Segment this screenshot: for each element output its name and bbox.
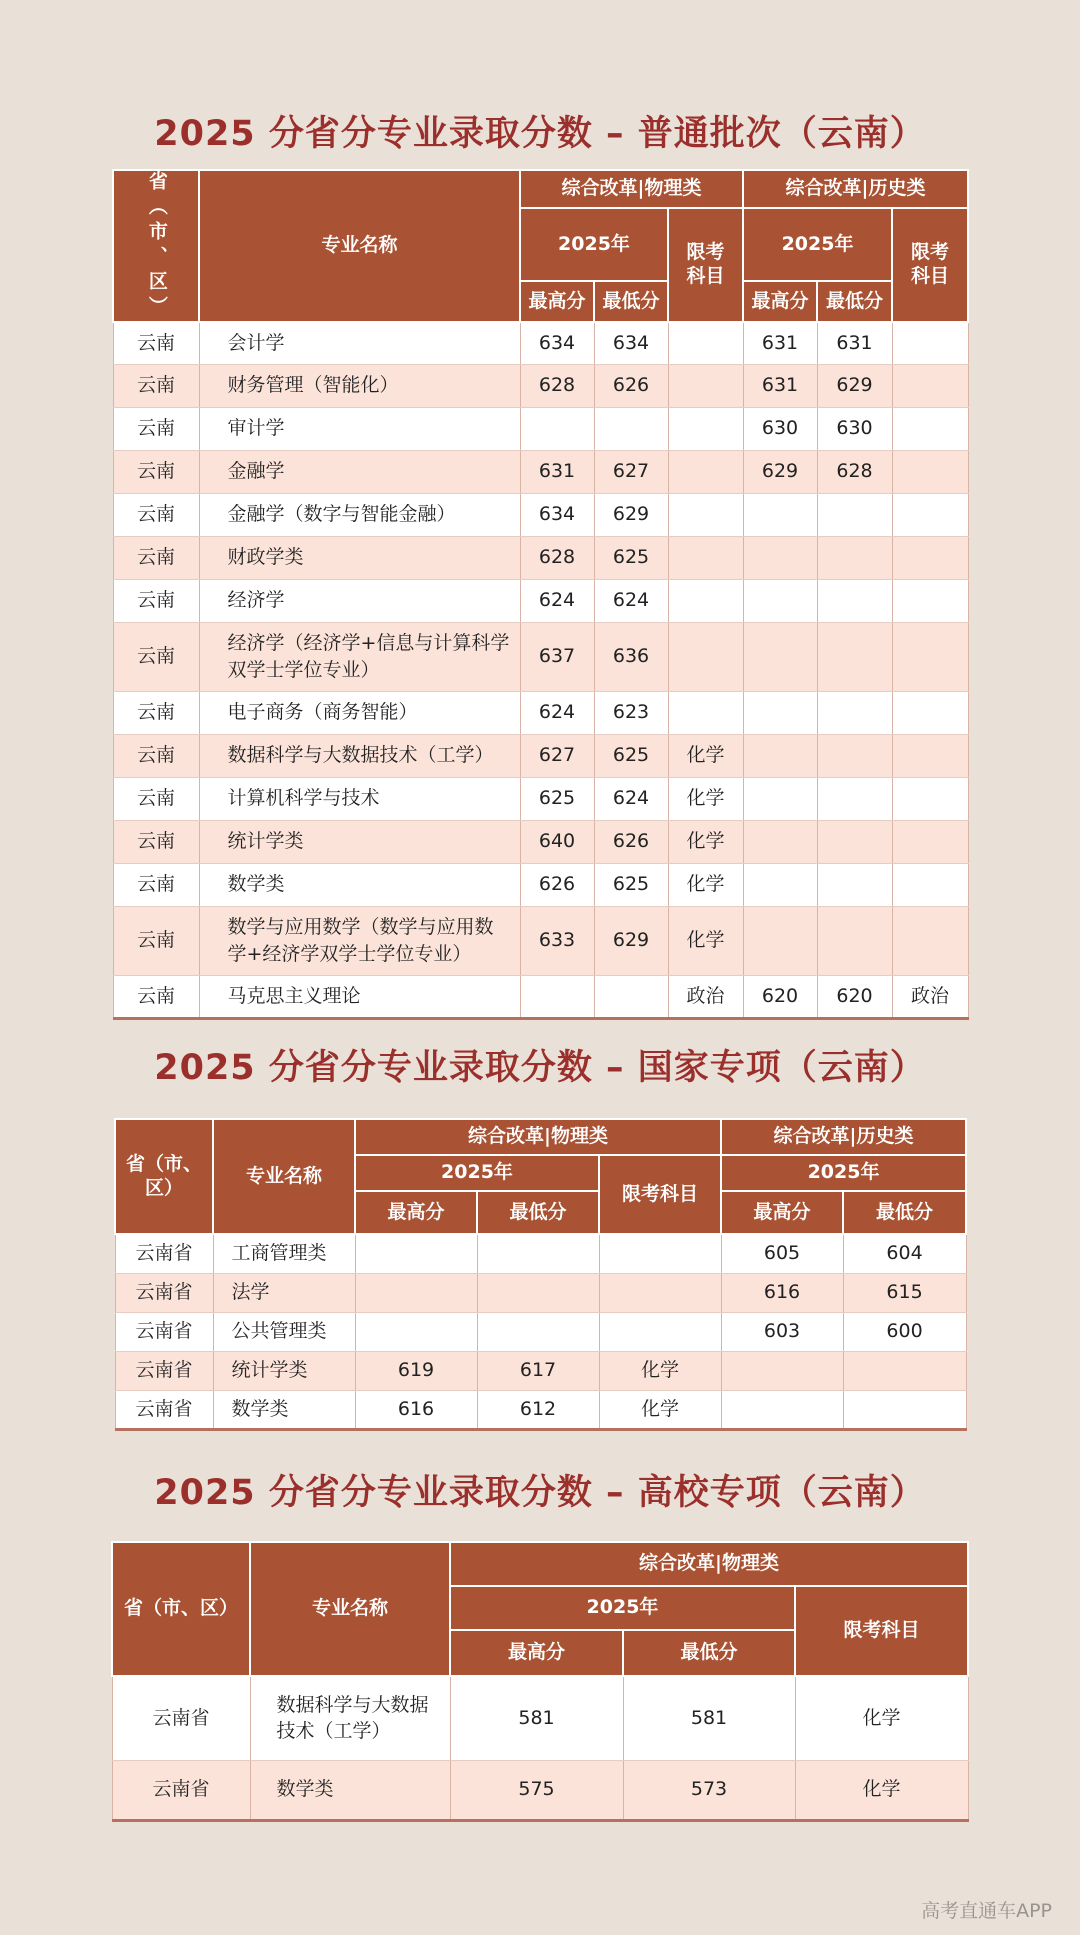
cell-psub: 化学: [599, 1351, 721, 1390]
cell-major: 数学类: [250, 1760, 450, 1820]
title-national-special: 2025 分省分专业录取分数 – 国家专项（云南）: [154, 1048, 926, 1088]
table-row: [115, 1351, 966, 1390]
cell-pmax: 637: [520, 622, 594, 691]
cell-pmax: 628: [520, 536, 594, 579]
cell-pmin: 624: [594, 777, 668, 820]
header-max-history: 最高分: [721, 1191, 843, 1234]
table-row: [115, 1312, 966, 1351]
cell-hmin: 604: [843, 1234, 966, 1273]
cell-major: 数学与应用数学（数学与应用数学+经济学双学士学位专业）: [199, 906, 520, 975]
cell-prov: 云南省: [112, 1760, 250, 1820]
cell-major: 法学: [213, 1273, 355, 1312]
cell-hmax: 629: [743, 450, 817, 493]
cell-hmin: [843, 1351, 966, 1390]
cell-psub: [668, 450, 743, 493]
cell-hmin: 630: [817, 407, 892, 450]
cell-prov: 云南省: [115, 1273, 213, 1312]
header-subject-physics: 限考科目: [668, 208, 743, 322]
cell-hsub: [892, 622, 968, 691]
cell-psub: 化学: [668, 734, 743, 777]
table-row: [113, 863, 968, 906]
cell-major: 统计学类: [199, 820, 520, 863]
header-max-history: 最高分: [743, 281, 817, 322]
cell-hsub: [892, 322, 968, 364]
cell-psub: 化学: [668, 863, 743, 906]
cell-hsub: [892, 364, 968, 407]
cell-prov: 云南省: [112, 1676, 250, 1760]
cell-pmin: 617: [477, 1351, 599, 1390]
cell-prov: 云南: [113, 493, 199, 536]
header-subject-physics: 限考科目: [795, 1586, 968, 1676]
table-national-special: [114, 1118, 967, 1431]
cell-pmin: 581: [623, 1676, 795, 1760]
cell-hmax: [743, 906, 817, 975]
cell-major: 马克思主义理论: [199, 975, 520, 1018]
cell-major: 金融学: [199, 450, 520, 493]
title-university-special: 2025 分省分专业录取分数 – 高校专项（云南）: [154, 1473, 926, 1513]
cell-hmax: [721, 1351, 843, 1390]
cell-major: 数学类: [199, 863, 520, 906]
header-subject-physics: 限考科目: [599, 1155, 721, 1234]
cell-prov: 云南: [113, 906, 199, 975]
table-row: [112, 1676, 968, 1760]
cell-psub: [668, 579, 743, 622]
cell-hmin: [843, 1390, 966, 1429]
header-major: 专业名称: [199, 170, 520, 322]
cell-pmax: 628: [520, 364, 594, 407]
cell-hmax: [743, 622, 817, 691]
cell-hmin: 629: [817, 364, 892, 407]
cell-prov: 云南: [113, 622, 199, 691]
cell-major: 数据科学与大数据技术（工学）: [199, 734, 520, 777]
cell-pmin: 623: [594, 691, 668, 734]
watermark: 高考直通车APP: [921, 1900, 1052, 1922]
cell-prov: 云南: [113, 777, 199, 820]
cell-psub: 化学: [599, 1390, 721, 1429]
cell-major: 统计学类: [213, 1351, 355, 1390]
cell-major: 公共管理类: [213, 1312, 355, 1351]
cell-psub: [668, 536, 743, 579]
cell-pmax: 633: [520, 906, 594, 975]
cell-psub: [599, 1273, 721, 1312]
header-year-history: 2025年: [743, 208, 892, 281]
table-row: [115, 1234, 966, 1273]
table-row: [113, 322, 968, 364]
cell-prov: 云南省: [115, 1390, 213, 1429]
cell-hsub: [892, 407, 968, 450]
cell-hmin: [817, 906, 892, 975]
cell-pmin: 612: [477, 1390, 599, 1429]
cell-hmin: [817, 622, 892, 691]
cell-pmax: 619: [355, 1351, 477, 1390]
cell-major: 工商管理类: [213, 1234, 355, 1273]
cell-hsub: [892, 579, 968, 622]
cell-prov: 云南省: [115, 1351, 213, 1390]
cell-major: 计算机科学与技术: [199, 777, 520, 820]
cell-pmax: 616: [355, 1390, 477, 1429]
header-year-history: 2025年: [721, 1155, 966, 1191]
header-min-physics: 最低分: [477, 1191, 599, 1234]
cell-psub: [668, 691, 743, 734]
cell-prov: 云南: [113, 820, 199, 863]
table-row: [113, 734, 968, 777]
cell-hmax: 616: [721, 1273, 843, 1312]
cell-pmin: [477, 1312, 599, 1351]
cell-psub: 化学: [668, 820, 743, 863]
cell-prov: 云南: [113, 579, 199, 622]
table-row: [113, 536, 968, 579]
cell-pmax: 634: [520, 322, 594, 364]
cell-hmax: [743, 579, 817, 622]
cell-pmin: 636: [594, 622, 668, 691]
header-physics-track: 综合改革|物理类: [450, 1542, 968, 1586]
cell-pmin: 626: [594, 364, 668, 407]
cell-prov: 云南: [113, 863, 199, 906]
header-major: 专业名称: [213, 1119, 355, 1234]
cell-major: 数据科学与大数据技术（工学）: [250, 1676, 450, 1760]
header-province: 省（市、区）: [112, 1542, 250, 1676]
header-physics-track: 综合改革|物理类: [520, 170, 743, 208]
cell-prov: 云南省: [115, 1312, 213, 1351]
cell-hmax: [743, 863, 817, 906]
cell-psub: [668, 407, 743, 450]
cell-pmin: 625: [594, 863, 668, 906]
cell-hmin: [817, 493, 892, 536]
table-row: [113, 691, 968, 734]
cell-major: 财务管理（智能化）: [199, 364, 520, 407]
cell-hsub: [892, 734, 968, 777]
cell-pmax: 624: [520, 579, 594, 622]
cell-hmin: 615: [843, 1273, 966, 1312]
cell-psub: 化学: [795, 1760, 968, 1820]
cell-psub: [599, 1312, 721, 1351]
cell-pmax: 626: [520, 863, 594, 906]
cell-pmin: 625: [594, 734, 668, 777]
cell-hmin: [817, 820, 892, 863]
cell-major: 审计学: [199, 407, 520, 450]
table-row: [115, 1390, 966, 1429]
cell-hmax: [743, 777, 817, 820]
cell-pmin: 625: [594, 536, 668, 579]
cell-pmin: [594, 407, 668, 450]
cell-pmin: 626: [594, 820, 668, 863]
cell-pmax: [520, 407, 594, 450]
header-physics-track: 综合改革|物理类: [355, 1119, 721, 1155]
cell-pmax: 627: [520, 734, 594, 777]
table-row: [113, 622, 968, 691]
cell-hsub: [892, 777, 968, 820]
cell-hmax: [743, 493, 817, 536]
cell-hmin: [817, 863, 892, 906]
cell-psub: 化学: [668, 777, 743, 820]
cell-psub: [668, 622, 743, 691]
cell-pmax: 624: [520, 691, 594, 734]
cell-psub: [668, 364, 743, 407]
cell-pmin: 634: [594, 322, 668, 364]
header-max-physics: 最高分: [355, 1191, 477, 1234]
cell-pmax: 640: [520, 820, 594, 863]
cell-hmax: [743, 536, 817, 579]
header-min-physics: 最低分: [594, 281, 668, 322]
cell-hmin: [817, 777, 892, 820]
cell-psub: 化学: [795, 1676, 968, 1760]
header-year-physics: 2025年: [355, 1155, 599, 1191]
cell-hsub: [892, 820, 968, 863]
table-row: [113, 777, 968, 820]
cell-pmax: [355, 1234, 477, 1273]
cell-major: 会计学: [199, 322, 520, 364]
cell-hmax: 630: [743, 407, 817, 450]
header-max-physics: 最高分: [450, 1630, 623, 1676]
header-year-physics: 2025年: [520, 208, 668, 281]
cell-hmin: 620: [817, 975, 892, 1018]
cell-prov: 云南: [113, 407, 199, 450]
table-university-special: [111, 1541, 969, 1822]
cell-prov: 云南: [113, 734, 199, 777]
cell-hmin: [817, 536, 892, 579]
cell-prov: 云南: [113, 322, 199, 364]
cell-hmax: [743, 691, 817, 734]
cell-hmin: [817, 579, 892, 622]
table-row: [113, 820, 968, 863]
cell-hsub: [892, 536, 968, 579]
cell-pmax: 581: [450, 1676, 623, 1760]
cell-pmin: [594, 975, 668, 1018]
cell-hsub: 政治: [892, 975, 968, 1018]
cell-pmin: 624: [594, 579, 668, 622]
table-row: [113, 450, 968, 493]
header-min-physics: 最低分: [623, 1630, 795, 1676]
table-row: [112, 1760, 968, 1820]
cell-hmin: 628: [817, 450, 892, 493]
cell-hmax: 631: [743, 322, 817, 364]
cell-psub: [599, 1234, 721, 1273]
cell-major: 数学类: [213, 1390, 355, 1429]
header-min-history: 最低分: [817, 281, 892, 322]
cell-prov: 云南: [113, 536, 199, 579]
cell-pmin: 629: [594, 906, 668, 975]
cell-pmin: 573: [623, 1760, 795, 1820]
header-major: 专业名称: [250, 1542, 450, 1676]
cell-pmax: 575: [450, 1760, 623, 1820]
cell-pmin: [477, 1273, 599, 1312]
table-row: [115, 1273, 966, 1312]
cell-prov: 云南: [113, 450, 199, 493]
title-general-batch: 2025 分省分专业录取分数 – 普通批次（云南）: [154, 114, 926, 154]
cell-major: 金融学（数字与智能金融）: [199, 493, 520, 536]
cell-pmax: 631: [520, 450, 594, 493]
table-row: [113, 407, 968, 450]
cell-hmin: 631: [817, 322, 892, 364]
header-subject-history: 限考科目: [892, 208, 968, 322]
cell-psub: [668, 493, 743, 536]
table-row: [113, 975, 968, 1018]
table-general-batch: [112, 169, 969, 1020]
cell-pmin: 629: [594, 493, 668, 536]
cell-hsub: [892, 691, 968, 734]
cell-hmax: 620: [743, 975, 817, 1018]
header-max-physics: 最高分: [520, 281, 594, 322]
cell-prov: 云南: [113, 975, 199, 1018]
cell-pmax: 634: [520, 493, 594, 536]
header-history-track: 综合改革|历史类: [721, 1119, 966, 1155]
cell-psub: 化学: [668, 906, 743, 975]
cell-hmax: [743, 820, 817, 863]
cell-hsub: [892, 493, 968, 536]
table-row: [113, 493, 968, 536]
cell-major: 经济学（经济学+信息与计算科学双学士学位专业）: [199, 622, 520, 691]
cell-hmax: 631: [743, 364, 817, 407]
cell-major: 经济学: [199, 579, 520, 622]
cell-prov: 云南: [113, 691, 199, 734]
cell-pmax: [355, 1312, 477, 1351]
cell-hmax: [743, 734, 817, 777]
cell-hmax: 603: [721, 1312, 843, 1351]
cell-hmax: [721, 1390, 843, 1429]
cell-pmin: [477, 1234, 599, 1273]
cell-pmax: [520, 975, 594, 1018]
header-province: 省（市、区）: [115, 1119, 213, 1234]
cell-hsub: [892, 450, 968, 493]
header-year-physics: 2025年: [450, 1586, 795, 1630]
table-row: [113, 364, 968, 407]
cell-major: 财政学类: [199, 536, 520, 579]
header-province: 省（市、区）: [113, 170, 199, 322]
cell-hmax: 605: [721, 1234, 843, 1273]
table-row: [113, 579, 968, 622]
cell-hmin: [817, 734, 892, 777]
cell-hmin: 600: [843, 1312, 966, 1351]
cell-hsub: [892, 906, 968, 975]
cell-major: 电子商务（商务智能）: [199, 691, 520, 734]
table-row: [113, 906, 968, 975]
header-history-track: 综合改革|历史类: [743, 170, 968, 208]
cell-prov: 云南: [113, 364, 199, 407]
cell-psub: [668, 322, 743, 364]
cell-psub: 政治: [668, 975, 743, 1018]
cell-hsub: [892, 863, 968, 906]
cell-pmax: 625: [520, 777, 594, 820]
cell-pmin: 627: [594, 450, 668, 493]
header-min-history: 最低分: [843, 1191, 966, 1234]
cell-pmax: [355, 1273, 477, 1312]
cell-hmin: [817, 691, 892, 734]
cell-prov: 云南省: [115, 1234, 213, 1273]
